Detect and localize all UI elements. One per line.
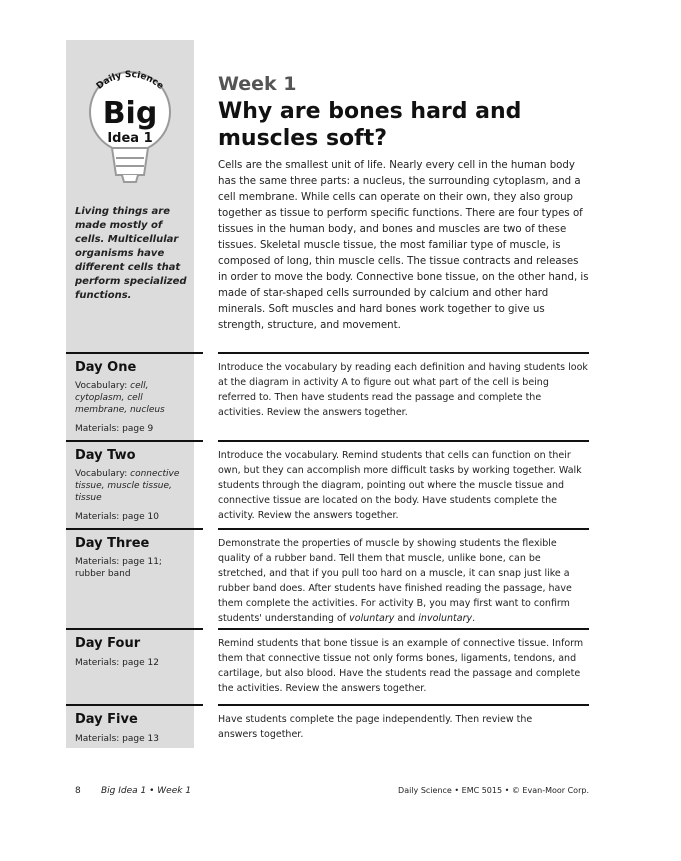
day-name: Day Five xyxy=(75,712,138,727)
vocabulary-terms: connective tissue, muscle tissue, tissue xyxy=(75,469,180,503)
day-materials: Materials: page 13 xyxy=(75,734,159,744)
divider xyxy=(66,528,203,530)
page-number: 8 xyxy=(75,786,81,796)
badge-idea-text: Idea 1 xyxy=(107,131,153,146)
day-vocabulary xyxy=(75,468,185,504)
divider xyxy=(218,704,589,706)
big-idea-lightbulb-badge xyxy=(66,50,194,200)
badge-big-text: Big xyxy=(102,96,158,131)
term-involuntary: involuntary xyxy=(418,613,473,624)
divider xyxy=(66,440,203,442)
day-materials: Materials: page 9 xyxy=(75,424,154,434)
divider xyxy=(66,628,203,630)
footer-credit: Daily Science • EMC 5015 • © Evan-Moor Corp. xyxy=(398,786,589,795)
day-description: Demonstrate the properties of muscle by showing students the flexible quality of a rubber band. Tell them that muscle, unlike bone, can be stretched, and that if you pull too hard on a muscle, it can snap just like a rubber band does. After students have finished reading the passage, have them complete the activities. For activity B, you may first want to confirm students' understanding of voluntary and involuntary. xyxy=(218,538,572,624)
day-description: Have students complete the page independently. Then review the answers together. xyxy=(218,714,533,740)
day-description: Introduce the vocabulary. Remind students that cells can function on their own, but they can accomplish more difficult tasks by working together. Walk students through the diagram, pointing out where the muscle tissue and connective tissue are located on the body. Have students complete the activity. Review the answers together. xyxy=(218,450,582,521)
big-idea-summary: Living things are made mostly of cells. Multicellular organisms have different cells that perform specialized functions. xyxy=(75,206,187,301)
footer-section: Big Idea 1 • Week 1 xyxy=(101,786,192,796)
vocabulary-label: Vocabulary: xyxy=(75,381,128,391)
divider xyxy=(218,528,589,530)
day-name: Day Three xyxy=(75,536,150,551)
day-name: Day Two xyxy=(75,448,136,463)
day-materials: Materials: page 10 xyxy=(75,512,159,522)
week-intro-paragraph: Cells are the smallest unit of life. Nearly every cell in the human body has the same three parts: a nucleus, the surrounding cytoplasm, and a cell membrane. While cells can operate on their own, they also group together as tissue to perform specific functions. There are four types of tissues in the human body, and bones and muscles are two of these tissues. Skeletal muscle tissue, the most familiar type of muscle, is composed of long, thin muscle cells. The tissue contracts and releases in order to move the body. Connective bone tissue, on the other hand, is made of star-shaped cells surrounded by calcium and other hard minerals. Soft muscles and hard bones work together to give us strength, structure, and movement. xyxy=(218,160,589,331)
day-materials: Materials: page 12 xyxy=(75,658,159,668)
day-description: Remind students that bone tissue is an example of connective tissue. Inform them that connective tissue not only forms bones, ligaments, tendons, and cartilage, but also blood. Have the students read the passage and complete the activities. Review the answers together. xyxy=(218,638,584,694)
week-label: Week 1 xyxy=(218,73,297,95)
divider xyxy=(218,352,589,354)
lightbulb-base-icon xyxy=(112,148,148,175)
divider xyxy=(218,628,589,630)
week-title: Why are bones hard and muscles soft? xyxy=(218,99,522,151)
vocabulary-terms: cell, cytoplasm, cell membrane, nucleus xyxy=(75,381,165,415)
badge-arc-text: Daily Science xyxy=(94,70,166,92)
term-voluntary: voluntary xyxy=(349,613,395,624)
divider xyxy=(66,352,203,354)
divider xyxy=(66,704,203,706)
day-name: Day One xyxy=(75,360,137,375)
divider xyxy=(218,440,589,442)
day-materials: Materials: page 11; rubber band xyxy=(75,557,162,579)
vocabulary-label: Vocabulary: xyxy=(75,469,128,479)
day-vocabulary xyxy=(75,380,185,416)
day-name: Day Four xyxy=(75,636,141,651)
day-description: Introduce the vocabulary by reading each definition and having students look at the diagram in activity A to figure out what part of the cell is being referred to. Then have students read the passage and complete the activities. Review the answers together. xyxy=(218,362,588,418)
